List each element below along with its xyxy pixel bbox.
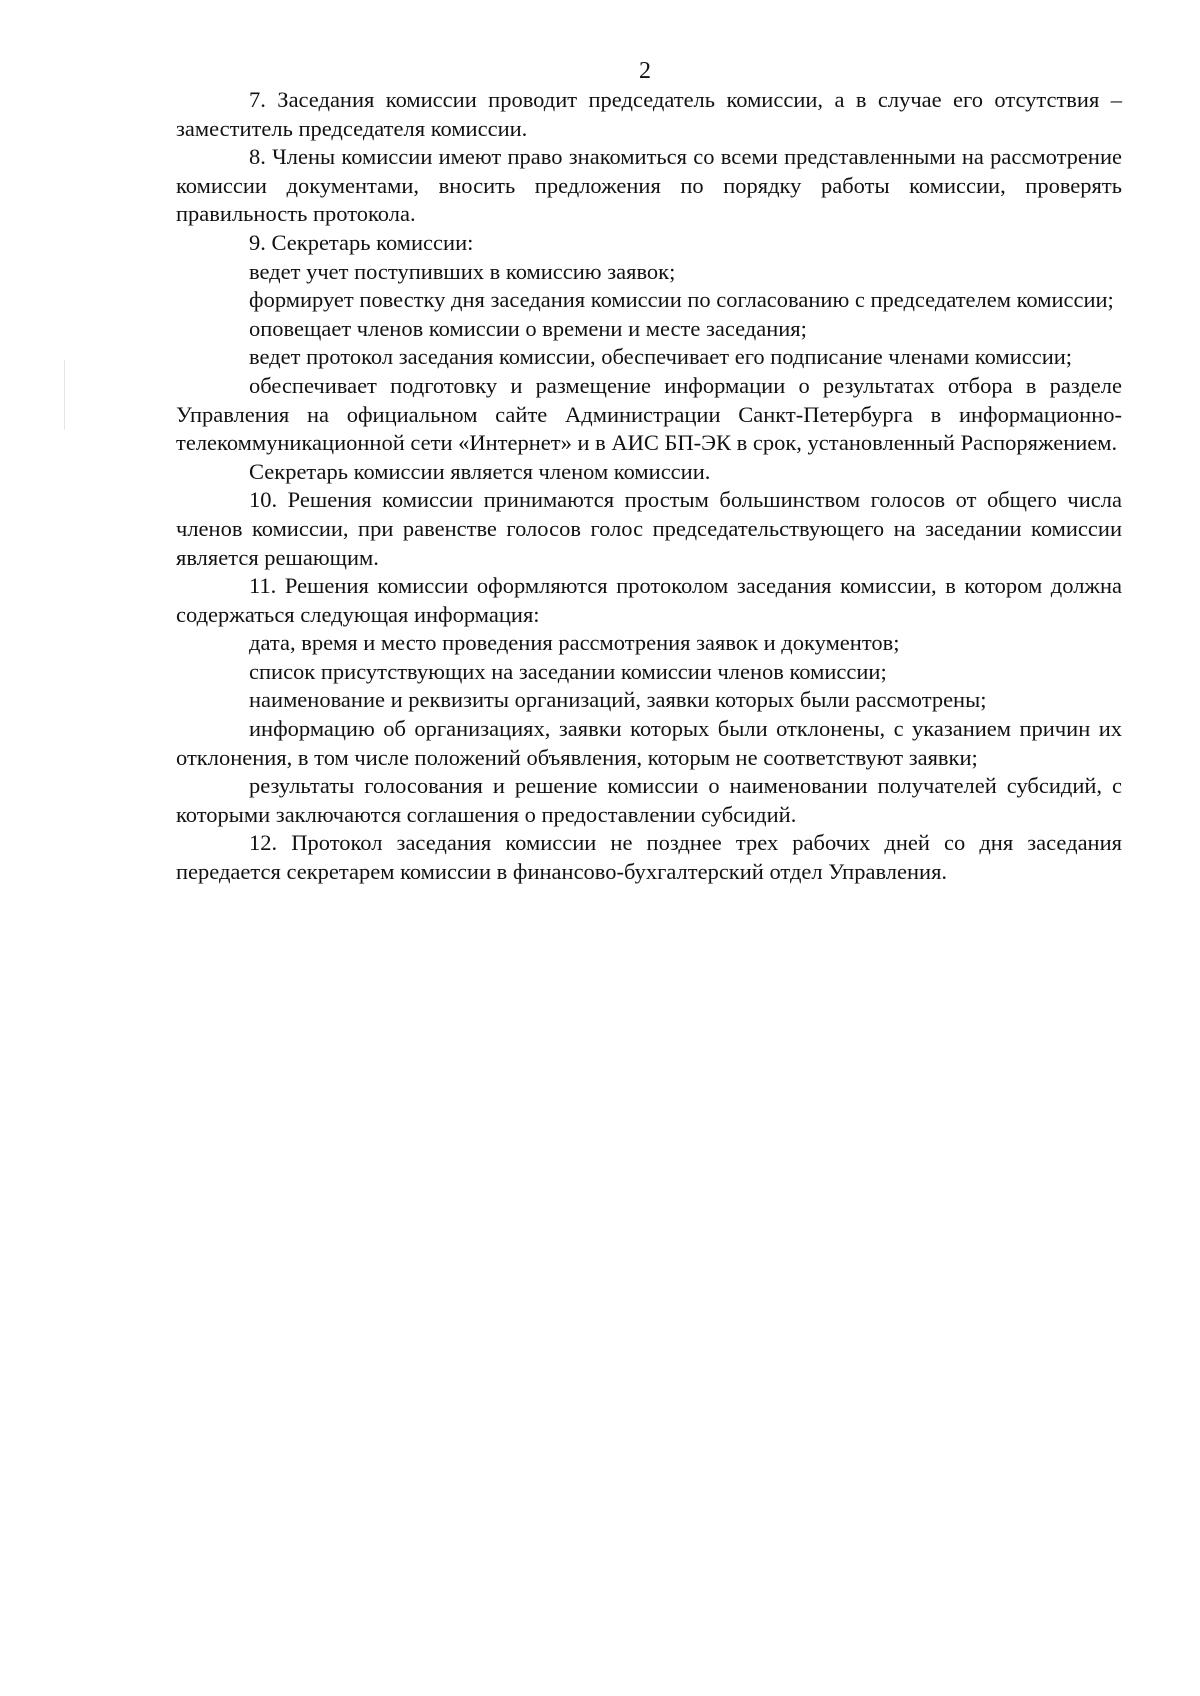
protocol-item-rejections: информацию об организациях, заявки которых были отклонены, с указанием причин их отклонения, в том числе положений объявления, которым не соответствуют заявки;	[176, 716, 1122, 770]
secretary-duty-protocol: ведет протокол заседания комиссии, обеспечивает его подписание членами комиссии;	[249, 344, 1073, 370]
paragraph-7: 7. Заседания комиссии проводит председатель комиссии, а в случае его отсутствия – заместитель председателя комиссии.	[176, 87, 1122, 141]
secretary-duty-notification: оповещает членов комиссии о времени и месте заседания;	[249, 315, 807, 341]
paragraph-8: 8. Члены комиссии имеют право знакомиться со всеми представленными на рассмотрение комиссии документами, вносить предложения по порядку работы комиссии, проверять правильность протокола.	[176, 144, 1122, 227]
protocol-item-voting: результаты голосования и решение комиссии о наименовании получателей субсидий, с которыми заключаются соглашения о предоставлении субсидий.	[176, 773, 1122, 827]
document-body	[176, 86, 1122, 887]
secretary-membership: Секретарь комиссии является членом комиссии.	[249, 458, 711, 484]
paragraph-11: 11. Решения комиссии оформляются протоколом заседания комиссии, в котором должна содержаться следующая информация:	[176, 573, 1122, 627]
secretary-duty-applications: ведет учет поступивших в комиссию заявок;	[249, 258, 676, 284]
paragraph-10: 10. Решения комиссии принимаются простым большинством голосов от общего числа членов комиссии, при равенстве голосов голос председательствующего на заседании комиссии является решающим.	[176, 487, 1122, 570]
secretary-duty-publication: обеспечивает подготовку и размещение информации о результатах отбора в разделе Управления на официальном сайте Администрации Санкт-Петербурга в информационно-телекоммуникационной сети «Интернет» и в АИС БП-ЭК в срок, установленный Распоряжением.	[176, 372, 1122, 456]
paragraph-12: 12. Протокол заседания комиссии не позднее трех рабочих дней со дня заседания передается секретарем комиссии в финансово-бухгалтерский отдел Управления.	[176, 830, 1122, 885]
protocol-item-date: дата, время и место проведения рассмотрения заявок и документов;	[249, 630, 900, 656]
scan-binding-mark	[64, 360, 65, 430]
protocol-item-attendees: список присутствующих на заседании комиссии членов комиссии;	[249, 658, 887, 684]
page-number: 2	[639, 58, 651, 84]
protocol-item-organizations: наименование и реквизиты организаций, заявки которых были рассмотрены;	[249, 687, 987, 713]
secretary-duty-agenda: формирует повестку дня заседания комиссии по согласованию с председателем комиссии;	[249, 287, 1114, 313]
paragraph-9-heading: 9. Секретарь комиссии:	[249, 229, 474, 255]
